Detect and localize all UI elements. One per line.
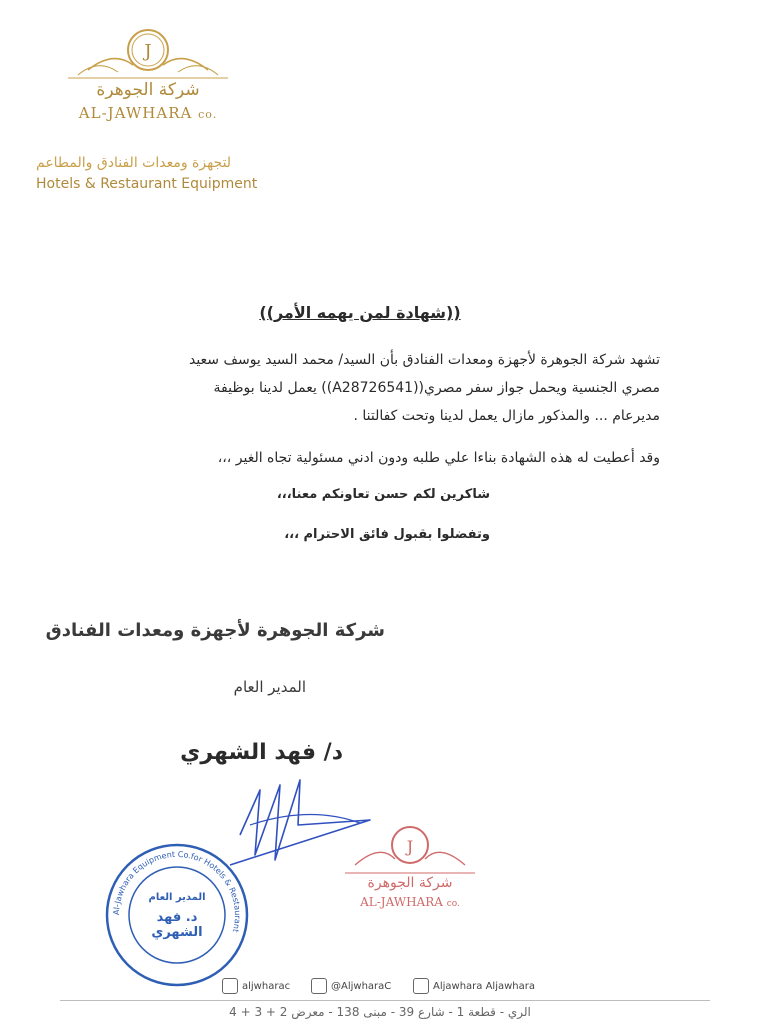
tagline-english: Hotels & Restaurant Equipment [36, 176, 258, 192]
footer-facebook[interactable] [413, 978, 535, 994]
instagram-icon [222, 978, 238, 994]
facebook-icon [413, 978, 429, 994]
signature-company: شركة الجوهرة لأجهزة ومعدات الفنادق [45, 620, 385, 641]
logo-english-text: AL-JAWHARA [78, 104, 193, 122]
letter-line-4: وقد أعطيت له هذه الشهادة بناءا علي طلبه ودون ادني مسئولية تجاه الغير ،،، [217, 450, 660, 466]
stamp-name: د. فهد الشهري [151, 910, 203, 940]
letter-thanks: شاكرين لكم حسن تعاونكم معنا،،، [276, 487, 490, 502]
logo-english-name [58, 104, 238, 122]
facebook-handle: Aljawhara Aljawhara [433, 980, 535, 992]
footer-divider [60, 1000, 710, 1001]
letter-line-1: تشهد شركة الجوهرة لأجهزة ومعدات الفنادق بأن السيد/ محمد السيد يوسف سعيد [188, 352, 660, 368]
footer-address: الري - قطعة 1 - شارع 39 - مبنى 138 - معرض 2 + 3 + 4 [229, 1005, 531, 1019]
signature-position: المدير العام [233, 678, 306, 696]
letter-line-3: مديرعام ... والمذكور مازال يعمل لدينا وتحت كفالتنا . [353, 408, 660, 424]
logo-stamp [335, 815, 485, 925]
logo-stamp-english-text: AL-JAWHARA [360, 895, 443, 909]
svg-text:J: J [144, 41, 152, 62]
letter-line-2: مصري الجنسية ويحمل جواز سفر مصري((A28726541)) يعمل لدينا بوظيفة [213, 380, 660, 396]
logo-arabic-name: شركة الجوهرة [96, 80, 200, 100]
logo-stamp-english [335, 895, 485, 909]
instagram-handle: aljwharac [242, 980, 291, 992]
letter-regards: وتفضلوا بقبول فائق الاحترام ،،، [284, 527, 490, 542]
footer-twitter[interactable] [311, 978, 391, 994]
logo-stamp-suffix: co. [446, 899, 460, 909]
twitter-handle: @AljwharaC [331, 980, 392, 992]
logo-stamp-crest-icon [335, 815, 485, 875]
svg-text:J: J [406, 837, 414, 856]
official-stamp [102, 840, 252, 990]
signature-name: د/ فهد الشهري [180, 740, 343, 765]
letter-title: ((شهادة لمن يهمه الأمر)) [259, 303, 461, 322]
stamp-title: المدير العام [148, 892, 206, 903]
logo-suffix: co. [198, 108, 218, 121]
company-logo [58, 20, 238, 150]
stamp-ring-text: Al-Jawhara Equipment Co.for Hotels & Restaurant [111, 849, 243, 934]
logo-crest-icon [58, 20, 238, 80]
twitter-icon [311, 978, 327, 994]
logo-stamp-arabic: شركة الجوهرة [367, 875, 453, 891]
tagline-arabic: لتجهزة ومعدات الفنادق والمطاعم [36, 155, 232, 171]
footer-instagram[interactable] [222, 978, 290, 994]
